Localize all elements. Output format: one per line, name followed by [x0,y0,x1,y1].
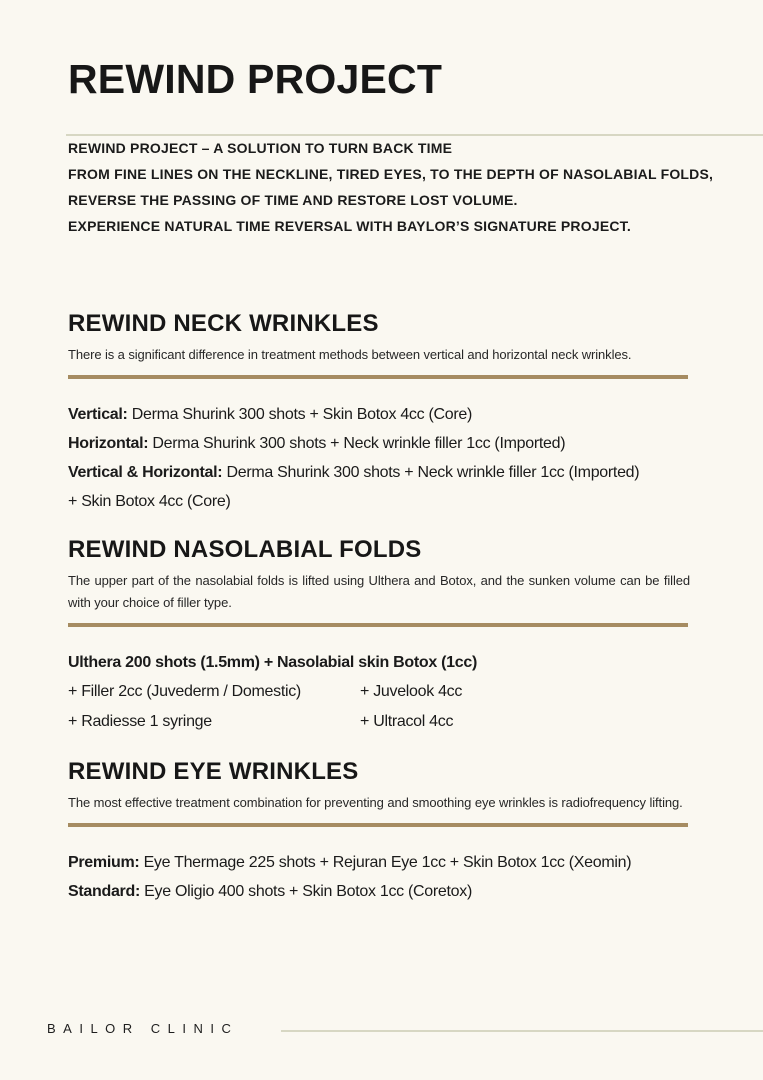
treatment-list [68,648,690,737]
treatment-line [68,400,690,429]
treatment-line [68,458,690,487]
treatment-line [68,487,690,516]
options-grid [68,677,690,737]
section-nasolabial-folds [68,535,690,737]
section-heading: REWIND NECK WRINKLES [68,310,379,337]
intro-line-4: EXPERIENCE NATURAL TIME REVERSAL WITH BAYLOR’S SIGNATURE PROJECT. [68,218,631,234]
section-description: There is a significant difference in treatment methods between vertical and horizontal neck wrinkles. [68,347,632,362]
treatment-text: Eye Oligio 400 shots + Skin Botox 1cc (Coretox) [144,883,472,900]
treatment-text: Derma Shurink 300 shots + Neck wrinkle filler 1cc (Imported) [152,435,566,452]
treatment-list [68,400,690,516]
title-divider [66,134,763,136]
treatment-label: Standard: [68,883,140,900]
section-eye-wrinkles [68,757,690,906]
page-title: REWIND PROJECT [68,56,443,102]
treatment-line [68,877,690,906]
intro-line-2: FROM FINE LINES ON THE NECKLINE, TIRED EYES, TO THE DEPTH OF NASOLABIAL FOLDS, [68,166,714,182]
accent-divider [68,375,688,379]
treatment-label: Premium: [68,854,140,871]
option-item: + Ultracol 4cc [360,713,454,730]
intro-paragraph [68,135,714,239]
footer-divider [281,1030,763,1032]
treatment-text: Derma Shurink 300 shots + Neck wrinkle filler 1cc (Imported) [226,464,640,481]
treatment-text: Derma Shurink 300 shots + Skin Botox 4cc (Core) [131,406,472,423]
treatment-text: + Skin Botox 4cc (Core) [68,493,231,510]
treatment-list [68,848,690,906]
intro-line-3: REVERSE THE PASSING OF TIME AND RESTORE LOST VOLUME. [68,192,518,208]
treatment-label: Horizontal: [68,435,149,452]
section-description: The most effective treatment combination for preventing and smoothing eye wrinkles is radiofrequency lifting. [68,795,683,810]
option-item: + Filler 2cc (Juvederm / Domestic) [68,683,301,700]
treatment-label: Ulthera 200 shots (1.5mm) + Nasolabial skin Botox (1cc) [68,654,477,671]
section-description: The upper part of the nasolabial folds is lifted using Ulthera and Botox, and the sunken volume can be filled with your choice of filler type. [68,573,690,610]
section-heading: REWIND EYE WRINKLES [68,758,359,785]
accent-divider [68,823,688,827]
intro-line-1: REWIND PROJECT – A SOLUTION TO TURN BACK TIME [68,140,453,156]
footer-brand: BAILOR CLINIC [47,1021,239,1036]
treatment-label: Vertical: [68,406,128,423]
option-item: + Juvelook 4cc [360,683,463,700]
section-neck-wrinkles [68,309,690,516]
treatment-line [68,848,690,877]
treatment-lead [68,648,690,677]
option-item: + Radiesse 1 syringe [68,713,212,730]
treatment-line [68,429,690,458]
treatment-label: Vertical & Horizontal: [68,464,223,481]
accent-divider [68,623,688,627]
section-heading: REWIND NASOLABIAL FOLDS [68,536,422,563]
treatment-text: Eye Thermage 225 shots + Rejuran Eye 1cc + Skin Botox 1cc (Xeomin) [143,854,632,871]
